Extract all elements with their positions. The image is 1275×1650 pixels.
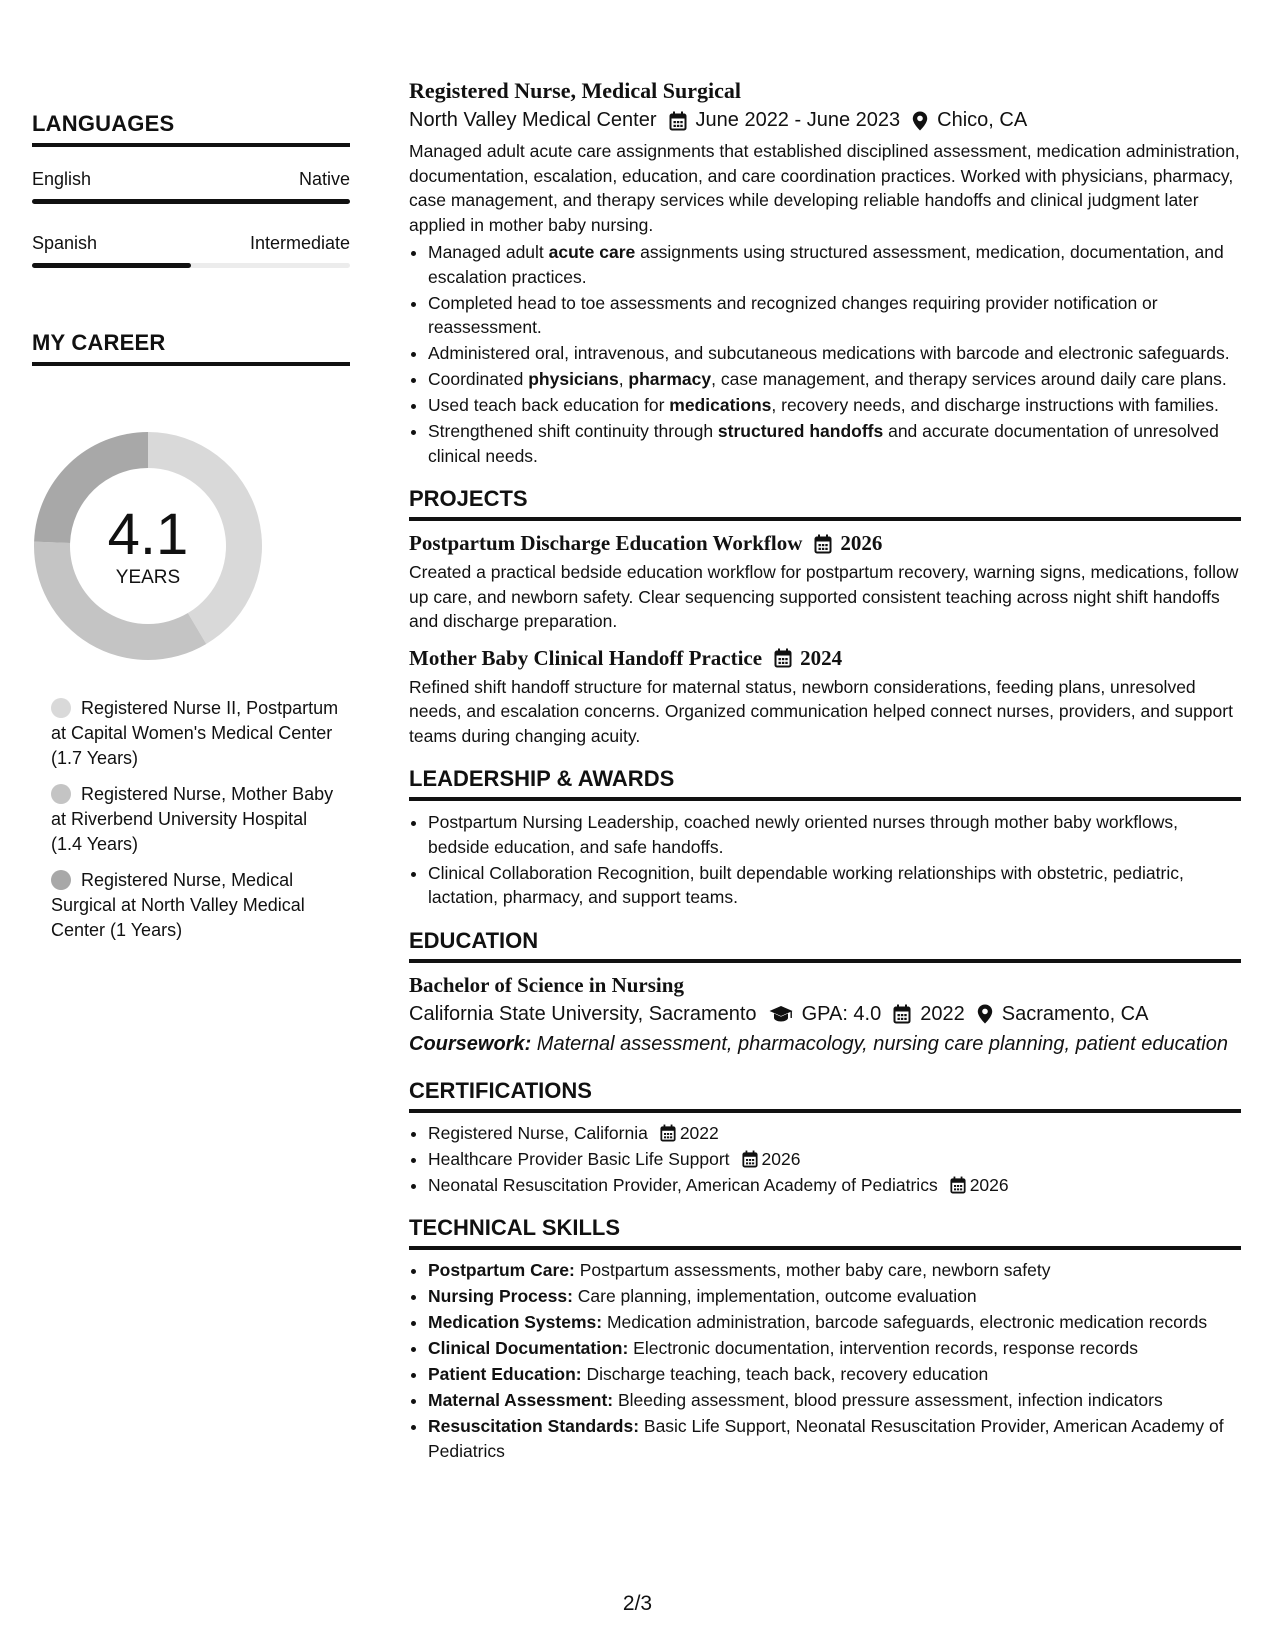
calendar-icon	[774, 648, 792, 668]
certification-item: • Registered Nurse, California 2022	[428, 1121, 1241, 1146]
language-level: Native	[298, 169, 350, 189]
legend-dot	[51, 784, 71, 804]
career-legend-item	[51, 868, 341, 943]
gpa: GPA: 4.0	[801, 1002, 882, 1025]
career-donut-chart	[34, 432, 262, 660]
certifications-heading: CERTIFICATIONS	[409, 1078, 1241, 1113]
languages-heading: LANGUAGES	[32, 111, 350, 147]
skills-heading: TECHNICAL SKILLS	[409, 1215, 1241, 1250]
projects-heading: PROJECTS	[409, 486, 1241, 521]
location-pin-icon	[912, 111, 928, 131]
language-proficiency-bar	[32, 199, 350, 204]
career-legend-item	[51, 696, 341, 771]
legend-dot	[51, 698, 71, 718]
project-title-row	[409, 531, 1241, 556]
career-item-text: Registered Nurse, Medical Surgical at North Valley Medical Center (1 Years)	[51, 870, 305, 940]
page-number: 2/3	[622, 1592, 653, 1615]
project-entry	[409, 531, 1241, 634]
certification-item: • Neonatal Resuscitation Provider, American Academy of Pediatrics 2026	[428, 1173, 1241, 1198]
main-column	[409, 78, 1241, 1465]
career-item-text: Registered Nurse II, Postpartum at Capital Women's Medical Center (1.7 Years)	[51, 698, 339, 768]
job-bullet: • Administered oral, intravenous, and subcutaneous medications with barcode and electronic safeguards.	[428, 341, 1241, 366]
career-legend	[51, 696, 341, 954]
project-year: 2024	[800, 645, 843, 670]
job-bullet: • Used teach back education for medications, recovery needs, and discharge instructions with families.	[428, 393, 1241, 418]
leadership-item: • Postpartum Nursing Leadership, coached newly oriented nurses through mother baby workflows, bedside education, and safe handoffs.	[428, 810, 1241, 859]
language-item	[32, 233, 350, 268]
leadership-item: • Clinical Collaboration Recognition, built dependable working relationships with obstetric, pediatric, lactation, pharmacy, and support teams.	[428, 861, 1241, 910]
total-years: 4.1	[107, 502, 189, 567]
job-meta	[409, 109, 1241, 132]
job-bullet: • Strengthened shift continuity through structured handoffs and accurate documentation of unresolved clinical needs.	[428, 419, 1241, 468]
skill-item: • Clinical Documentation: Electronic documentation, intervention records, response records	[428, 1336, 1241, 1361]
skill-item: • Resuscitation Standards: Basic Life Support, Neonatal Resuscitation Provider, American Academy of Pediatrics	[428, 1414, 1241, 1463]
leadership-list	[409, 810, 1241, 910]
calendar-icon	[893, 1004, 911, 1024]
project-title: Mother Baby Clinical Handoff Practice	[409, 645, 763, 670]
graduation-year: 2022	[920, 1002, 965, 1025]
career-legend-item	[51, 782, 341, 857]
calendar-icon	[669, 111, 687, 131]
coursework-label: Coursework:	[409, 1032, 532, 1055]
job-location: Chico, CA	[937, 109, 1028, 131]
project-description: Refined shift handoff structure for maternal status, newborn considerations, feeding plans, unresolved needs, and escalation concerns. Organized communication helped connect nurses, providers, and support teams during changing acuity.	[409, 676, 1233, 746]
school: California State University, Sacramento	[409, 1002, 757, 1025]
job-bullet: • Managed adult acute care assignments using structured assessment, medication, documentation, and escalation practices.	[428, 240, 1241, 289]
calendar-icon	[950, 1176, 966, 1194]
donut-center	[34, 432, 262, 660]
education-location: Sacramento, CA	[1001, 1002, 1149, 1025]
certifications-list	[409, 1121, 1241, 1198]
sidebar	[32, 0, 350, 366]
experience-entry	[409, 78, 1241, 468]
project-year: 2026	[840, 531, 883, 555]
calendar-icon	[742, 1150, 758, 1168]
skill-item: • Nursing Process: Care planning, implementation, outcome evaluation	[428, 1284, 1241, 1309]
education-entry	[409, 973, 1241, 1056]
skill-item: • Medication Systems: Medication administration, barcode safeguards, electronic medication records	[428, 1310, 1241, 1335]
language-proficiency-fill	[32, 199, 350, 204]
education-heading: EDUCATION	[409, 928, 1241, 963]
project-title: Postpartum Discharge Education Workflow	[409, 531, 803, 555]
education-meta	[409, 1003, 1241, 1026]
degree: Bachelor of Science in Nursing	[409, 972, 684, 997]
job-dates: June 2022 - June 2023	[695, 109, 901, 131]
language-level: Intermediate	[249, 233, 350, 253]
career-item-text: Registered Nurse, Mother Baby at Riverbend University Hospital (1.4 Years)	[51, 784, 334, 854]
skill-item: • Maternal Assessment: Bleeding assessment, blood pressure assessment, infection indicators	[428, 1388, 1241, 1413]
project-entry	[409, 646, 1241, 749]
job-title: Registered Nurse, Medical Surgical	[409, 78, 741, 103]
legend-dot	[51, 870, 71, 890]
job-bullet: • Coordinated physicians, pharmacy, case management, and therapy services around daily care plans.	[428, 367, 1241, 392]
project-title-row	[409, 646, 1241, 671]
job-bullets	[409, 240, 1241, 468]
certification-item: • Healthcare Provider Basic Life Support 2026	[428, 1147, 1241, 1172]
language-name: English	[32, 169, 92, 189]
job-bullet: • Completed head to toe assessments and recognized changes requiring provider notification or reassessment.	[428, 291, 1241, 340]
leadership-heading: LEADERSHIP & AWARDS	[409, 766, 1241, 801]
project-description: Created a practical bedside education workflow for postpartum recovery, warning signs, medications, follow up care, and newborn safety. Clear sequencing supported consistent teaching across night shift handoffs and discharge preparation.	[409, 562, 1239, 631]
graduation-cap-icon	[769, 1005, 793, 1023]
skill-item: • Patient Education: Discharge teaching, teach back, recovery education	[428, 1362, 1241, 1387]
language-name: Spanish	[32, 233, 98, 253]
skills-list	[409, 1258, 1241, 1463]
calendar-icon	[814, 534, 832, 554]
employer: North Valley Medical Center	[409, 109, 657, 131]
language-item	[32, 169, 350, 204]
career-heading: MY CAREER	[32, 330, 350, 366]
coursework	[409, 1033, 1241, 1056]
location-pin-icon	[977, 1004, 993, 1024]
language-proficiency-bar	[32, 263, 350, 268]
calendar-icon	[660, 1124, 676, 1142]
years-label: YEARS	[115, 567, 181, 588]
language-proficiency-fill	[32, 263, 191, 268]
skill-item: • Postpartum Care: Postpartum assessments, mother baby care, newborn safety	[428, 1258, 1241, 1283]
coursework-list: Maternal assessment, pharmacology, nursing care planning, patient education	[531, 1032, 1228, 1055]
job-summary: Managed adult acute care assignments that established disciplined assessment, medication administration, documentation, escalation, education, and care coordination practices. Worked with physicians, pharmacy, case management, and therapy services while developing reliable handoffs and clinical judgment later applied in mother baby nursing.	[409, 141, 1240, 235]
